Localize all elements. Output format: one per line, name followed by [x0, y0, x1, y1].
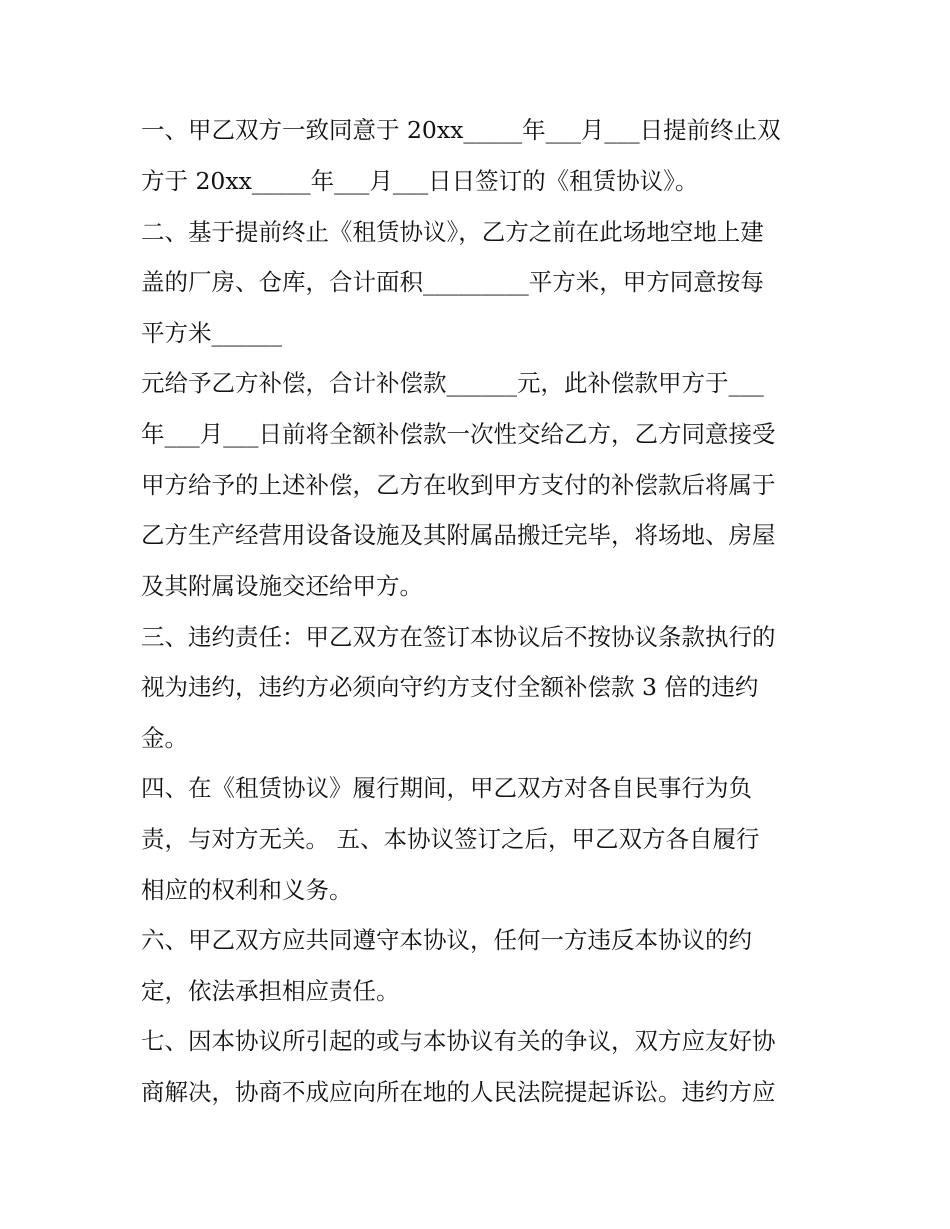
text-line: 视为违约，违约方必须向守约方支付全额补偿款 3 倍的违约 — [141, 673, 759, 701]
text-line: 金。 — [141, 724, 188, 752]
text-line: 及其附属设施交还给甲方。 — [141, 572, 423, 600]
text-line: 商解决，协商不成应向所在地的人民法院提起诉讼。违约方应 — [141, 1078, 776, 1106]
text-line: 三、违约责任：甲乙双方在签订本协议后不按协议条款执行的 — [141, 623, 776, 651]
text-line: 相应的权利和义务。 — [141, 876, 353, 904]
text-line: 七、因本协议所引起的或与本协议有关的争议，双方应友好协 — [141, 1027, 776, 1055]
text-line: 定，依法承担相应责任。 — [141, 977, 400, 1005]
text-line: 二、基于提前终止《租赁协议》，乙方之前在此场地空地上建 — [141, 218, 764, 246]
text-line: 平方米______ — [141, 319, 282, 347]
text-line: 四、在《租赁协议》履行期间，甲乙双方对各自民事行为负 — [141, 774, 752, 802]
text-line: 六、甲乙双方应共同遵守本协议，任何一方违反本协议的约 — [141, 926, 752, 954]
text-line: 元给予乙方补偿，合计补偿款______元，此补偿款甲方于___ — [141, 369, 764, 397]
text-line: 一、甲乙双方一致同意于 20xx_____年___月___日提前终止双 — [141, 116, 781, 144]
text-line: 年___月___日前将全额补偿款一次性交给乙方，乙方同意接受 — [141, 420, 776, 448]
text-line: 方于 20xx_____年___月___日日签订的《租赁协议》。 — [141, 167, 699, 195]
text-line: 甲方给予的上述补偿，乙方在收到甲方支付的补偿款后将属于 — [141, 471, 776, 499]
text-line: 责，与对方无关。 五、本协议签订之后，甲乙双方各自履行 — [141, 825, 760, 853]
text-line: 乙方生产经营用设备设施及其附属品搬迁完毕，将场地、房屋 — [141, 521, 776, 549]
text-line: 盖的厂房、仓库，合计面积_________平方米，甲方同意按每 — [141, 268, 764, 296]
